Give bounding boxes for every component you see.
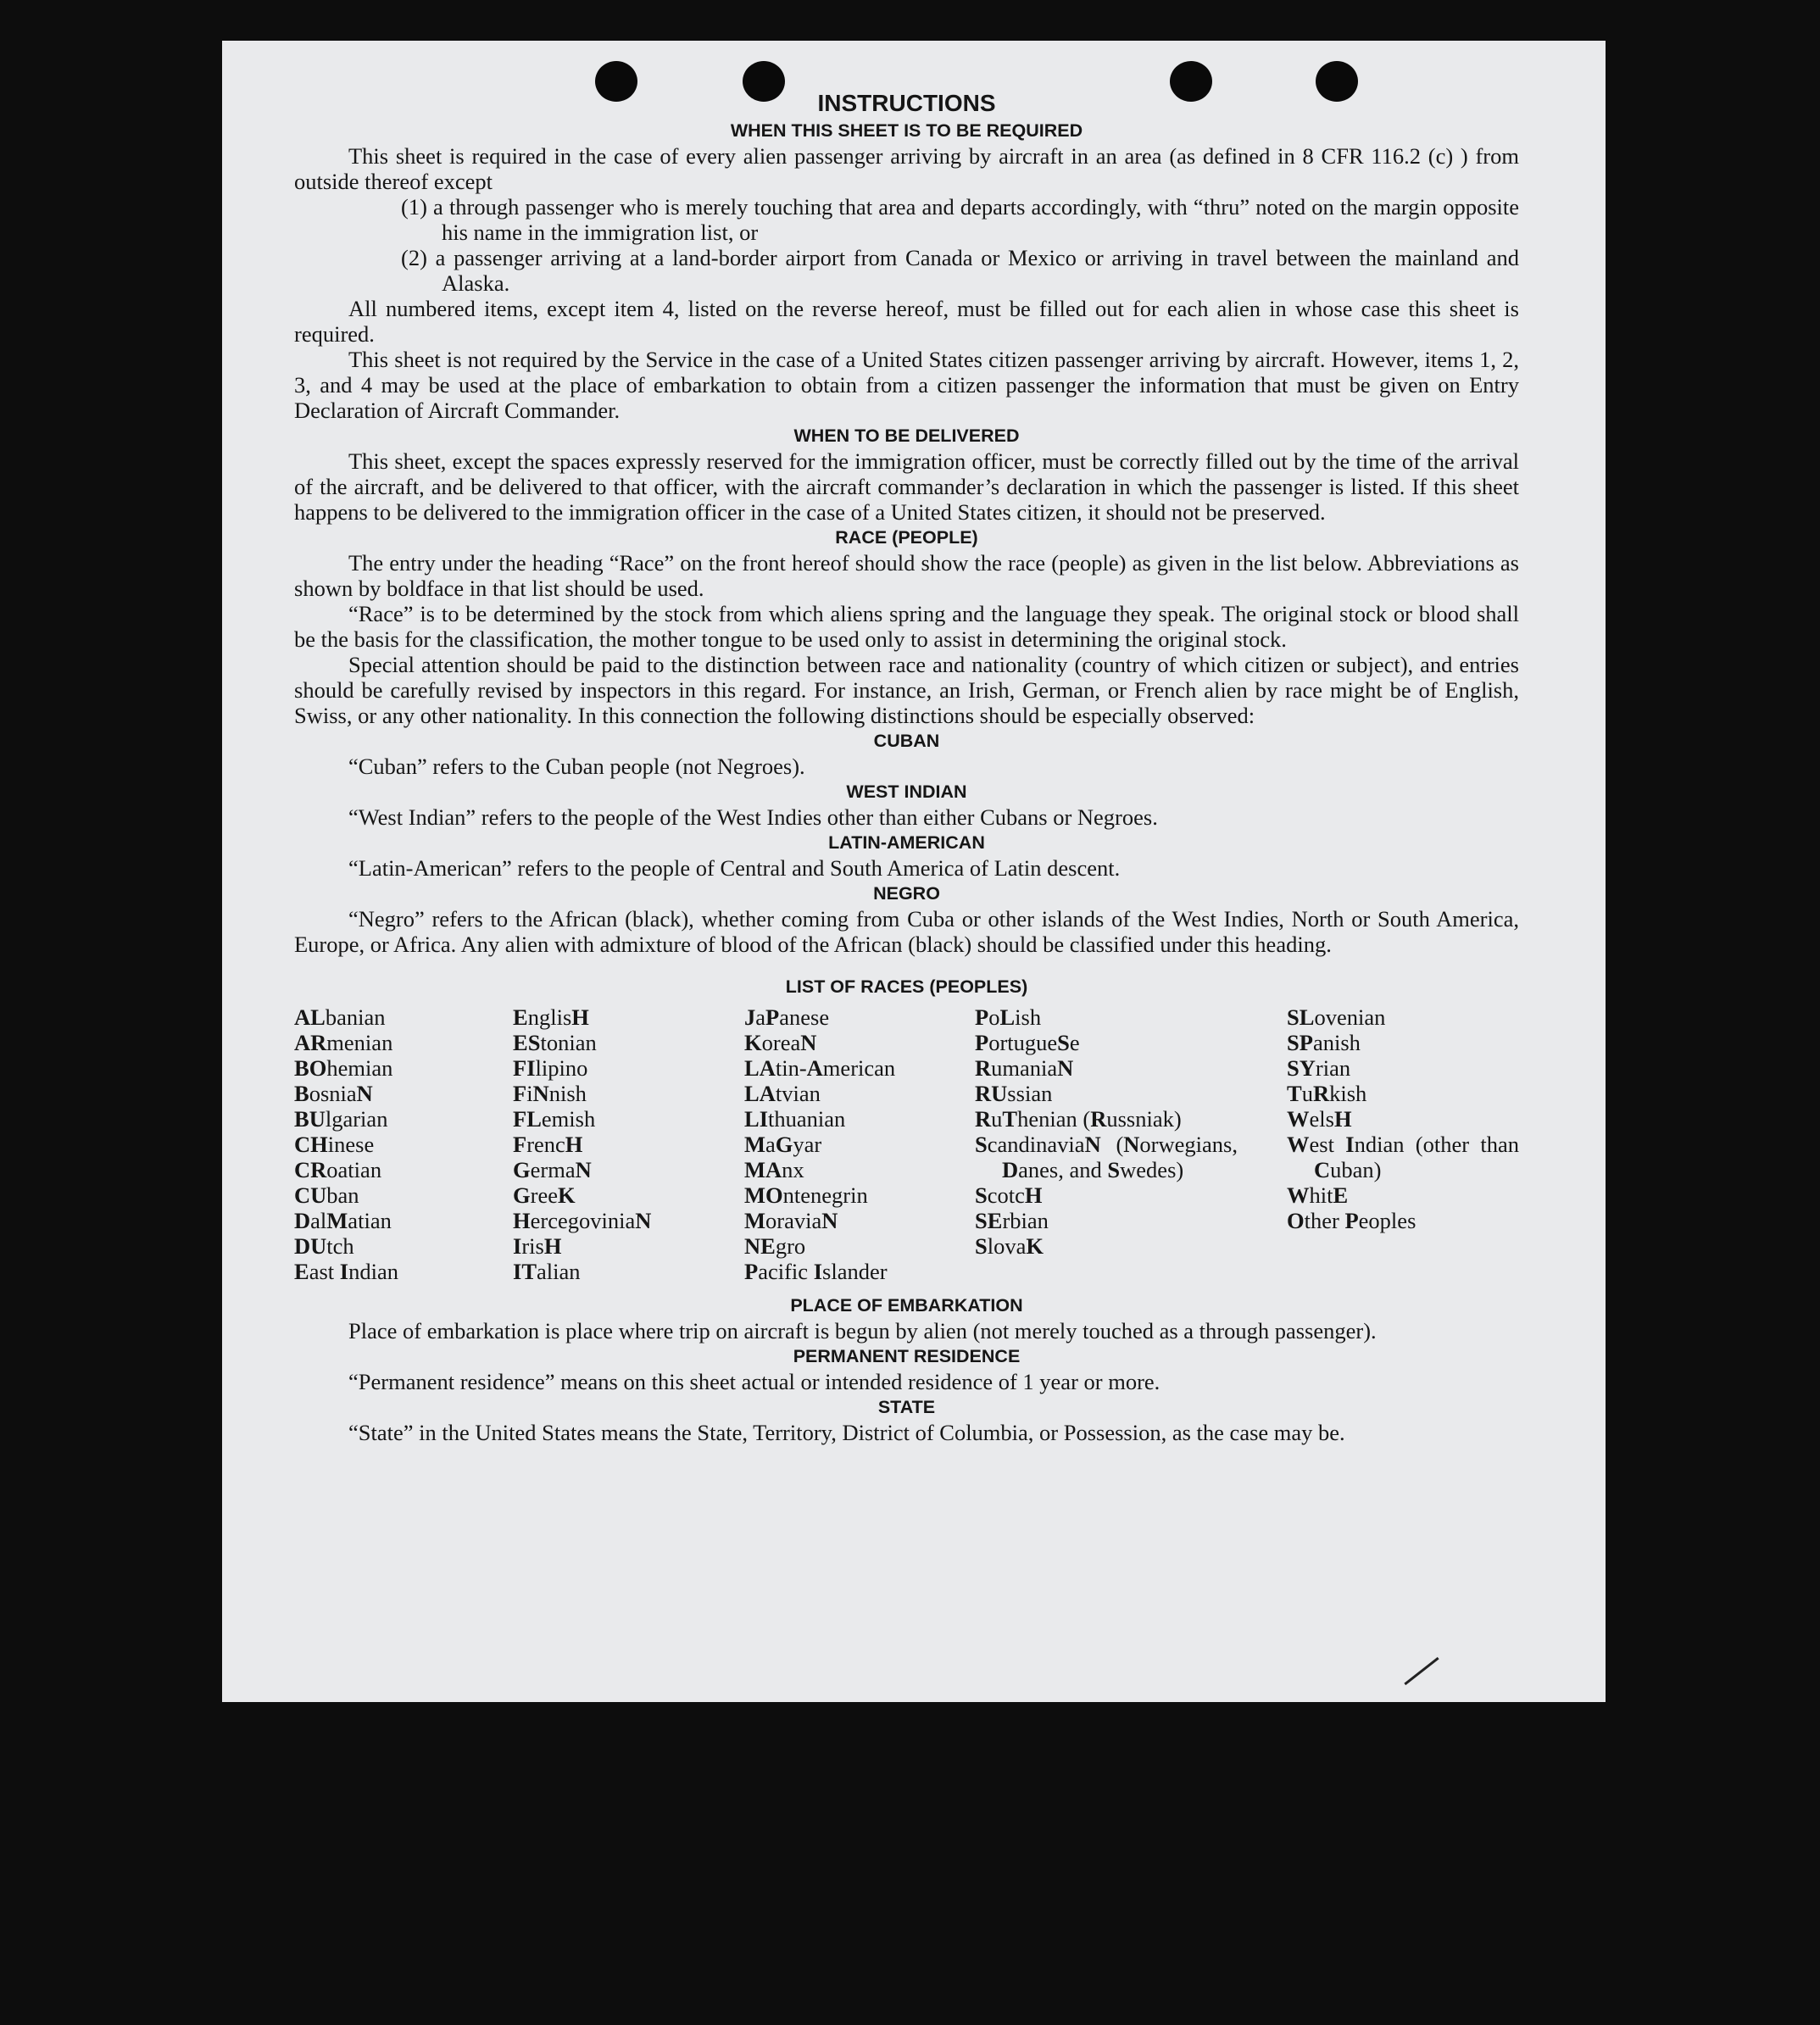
page-title: INSTRUCTIONS — [817, 90, 996, 116]
race-entry: GreeK — [513, 1182, 576, 1208]
race-entry: Pacific Islander — [744, 1259, 888, 1284]
race-entry: DUtch — [294, 1233, 354, 1259]
paragraph: “Negro” refers to the African (black), whether coming from Cuba or other islands of the West Indies, North or South America, Europe, or Africa. Any alien with admixture of blood of the African (black) should be classified under this heading. — [294, 906, 1519, 957]
race-entry: WhitE — [1287, 1182, 1349, 1208]
race-entry: LAtvian — [744, 1081, 821, 1106]
race-entry: TuRkish — [1287, 1081, 1367, 1106]
section-heading: NEGRO — [873, 883, 940, 904]
race-entry: SlovaK — [975, 1233, 1044, 1259]
list-item: (2) a passenger arriving at a land-border airport from Canada or Mexico or arriving in travel between the mainland and Alaska. — [401, 245, 1519, 296]
race-column — [294, 1004, 498, 1284]
section-heading: CUBAN — [873, 731, 940, 751]
race-entry: MoraviaN — [744, 1208, 838, 1233]
paragraph: All numbered items, except item 4, listed on the reverse hereof, must be filled out for each alien in whose case this sheet is required. — [294, 296, 1519, 347]
race-entry: West Indian (other than Cuban) — [1287, 1132, 1520, 1182]
section-heading: PERMANENT RESIDENCE — [793, 1346, 1021, 1366]
race-entry: CUban — [294, 1182, 359, 1208]
race-entry: RuThenian (Russniak) — [975, 1106, 1182, 1132]
race-entry: EStonian — [513, 1030, 597, 1055]
race-entry: JaPanese — [744, 1004, 830, 1030]
race-entry: CHinese — [294, 1132, 375, 1157]
paragraph: “Cuban” refers to the Cuban people (not Negroes). — [348, 754, 805, 779]
race-entry: HercegoviniaN — [513, 1208, 652, 1233]
paragraph: This sheet is required in the case of every alien passenger arriving by aircraft in an area (as defined in 8 CFR 116.2 (c) ) from outside thereof except — [294, 143, 1519, 194]
race-entry: PoLish — [975, 1004, 1042, 1030]
race-column — [1287, 1004, 1519, 1233]
section-heading: WEST INDIAN — [846, 782, 967, 802]
section-heading: WHEN THIS SHEET IS TO BE REQUIRED — [730, 120, 1083, 141]
paragraph: “Latin-American” refers to the people of Central and South America of Latin descent. — [348, 855, 1121, 881]
race-entry: PortugueSe — [975, 1030, 1080, 1055]
race-entry: SLovenian — [1287, 1004, 1386, 1030]
race-entry: RUssian — [975, 1081, 1053, 1106]
race-entry: ScotcH — [975, 1182, 1043, 1208]
paragraph: “Permanent residence” means on this sheet actual or intended residence of 1 year or more. — [348, 1369, 1160, 1394]
section-heading: LATIN-AMERICAN — [828, 832, 985, 853]
race-entry: SPanish — [1287, 1030, 1361, 1055]
race-entry: ITalian — [513, 1259, 581, 1284]
race-entry: East Indian — [294, 1259, 398, 1284]
race-entry: IrisH — [513, 1233, 562, 1259]
race-entry: SErbian — [975, 1208, 1049, 1233]
race-entry: WelsH — [1287, 1106, 1352, 1132]
race-column — [975, 1004, 1238, 1259]
race-list — [294, 1004, 1519, 1293]
race-entry: FIlipino — [513, 1055, 588, 1081]
section-heading: WHEN TO BE DELIVERED — [793, 426, 1020, 446]
race-entry: KoreaN — [744, 1030, 817, 1055]
document-page — [222, 41, 1606, 1702]
race-entry: MOntenegrin — [744, 1182, 868, 1208]
race-entry: MAnx — [744, 1157, 804, 1182]
race-entry: BUlgarian — [294, 1106, 388, 1132]
race-entry: NEgro — [744, 1233, 806, 1259]
race-entry: SYrian — [1287, 1055, 1351, 1081]
pen-mark — [1404, 1657, 1439, 1685]
paragraph: This sheet is not required by the Service in the case of a United States citizen passenger arriving by aircraft. However, items 1, 2, 3, and 4 may be used at the place of embarkation to obtain from a citizen passenger the information that must be given on Entry Declaration of Aircraft Commander. — [294, 347, 1519, 423]
race-entry: ARmenian — [294, 1030, 393, 1055]
race-entry: FiNnish — [513, 1081, 587, 1106]
race-entry: Other Peoples — [1287, 1208, 1416, 1233]
race-entry: ALbanian — [294, 1004, 386, 1030]
race-entry: MaGyar — [744, 1132, 822, 1157]
paragraph: “West Indian” refers to the people of the West Indies other than either Cubans or Negroes. — [348, 804, 1158, 830]
race-entry: BosniaN — [294, 1081, 373, 1106]
paragraph: “State” in the United States means the State, Territory, District of Columbia, or Possession, as the case may be. — [348, 1420, 1345, 1445]
race-entry: EnglisH — [513, 1004, 589, 1030]
race-entry: LIthuanian — [744, 1106, 846, 1132]
race-entry: CRoatian — [294, 1157, 382, 1182]
race-column — [513, 1004, 733, 1284]
section-heading: PLACE OF EMBARKATION — [790, 1295, 1023, 1316]
race-entry: RumaniaN — [975, 1055, 1074, 1081]
paragraph: “Race” is to be determined by the stock from which aliens spring and the language they speak. The original stock or blood shall be the basis for the classification, the mother tongue to be used only to assist in determining the original stock. — [294, 601, 1519, 652]
paragraph: The entry under the heading “Race” on the front hereof should show the race (people) as given in the list below. Abbreviations as shown by boldface in that list should be used. — [294, 550, 1519, 601]
list-item: (1) a through passenger who is merely touching that area and departs accordingly, with “thru” noted on the margin opposite his name in the immigration list, or — [401, 194, 1519, 245]
race-entry: FLemish — [513, 1106, 596, 1132]
paragraph: Special attention should be paid to the distinction between race and nationality (country of which citizen or subject), and entries should be carefully revised by inspectors in this regard. For instance, an Irish, German, or French alien by race might be of English, Swiss, or any other nationality. In this connection the following distinctions should be especially observed: — [294, 652, 1519, 728]
race-entry: LAtin-American — [744, 1055, 896, 1081]
race-entry: BOhemian — [294, 1055, 393, 1081]
race-entry: DalMatian — [294, 1208, 392, 1233]
race-column — [744, 1004, 965, 1284]
race-entry: GermaN — [513, 1157, 592, 1182]
instructions-body — [294, 89, 1519, 1445]
section-heading: STATE — [877, 1397, 936, 1417]
race-entry: FrencH — [513, 1132, 583, 1157]
paragraph: Place of embarkation is place where trip on aircraft is begun by alien (not merely touched as a through passenger). — [348, 1318, 1377, 1344]
section-heading: LIST OF RACES (PEOPLES) — [785, 976, 1028, 997]
section-heading: RACE (PEOPLE) — [835, 527, 978, 548]
race-entry: ScandinaviaN (Norwegians, Danes, and Swedes) — [975, 1132, 1238, 1182]
paragraph: This sheet, except the spaces expressly reserved for the immigration officer, must be correctly filled out by the time of the arrival of the aircraft, and be delivered to that officer, with the aircraft commander’s declaration in which the passenger is listed. If this sheet happens to be delivered to the immigration officer in the case of a United States citizen, it should not be preserved. — [294, 448, 1519, 525]
